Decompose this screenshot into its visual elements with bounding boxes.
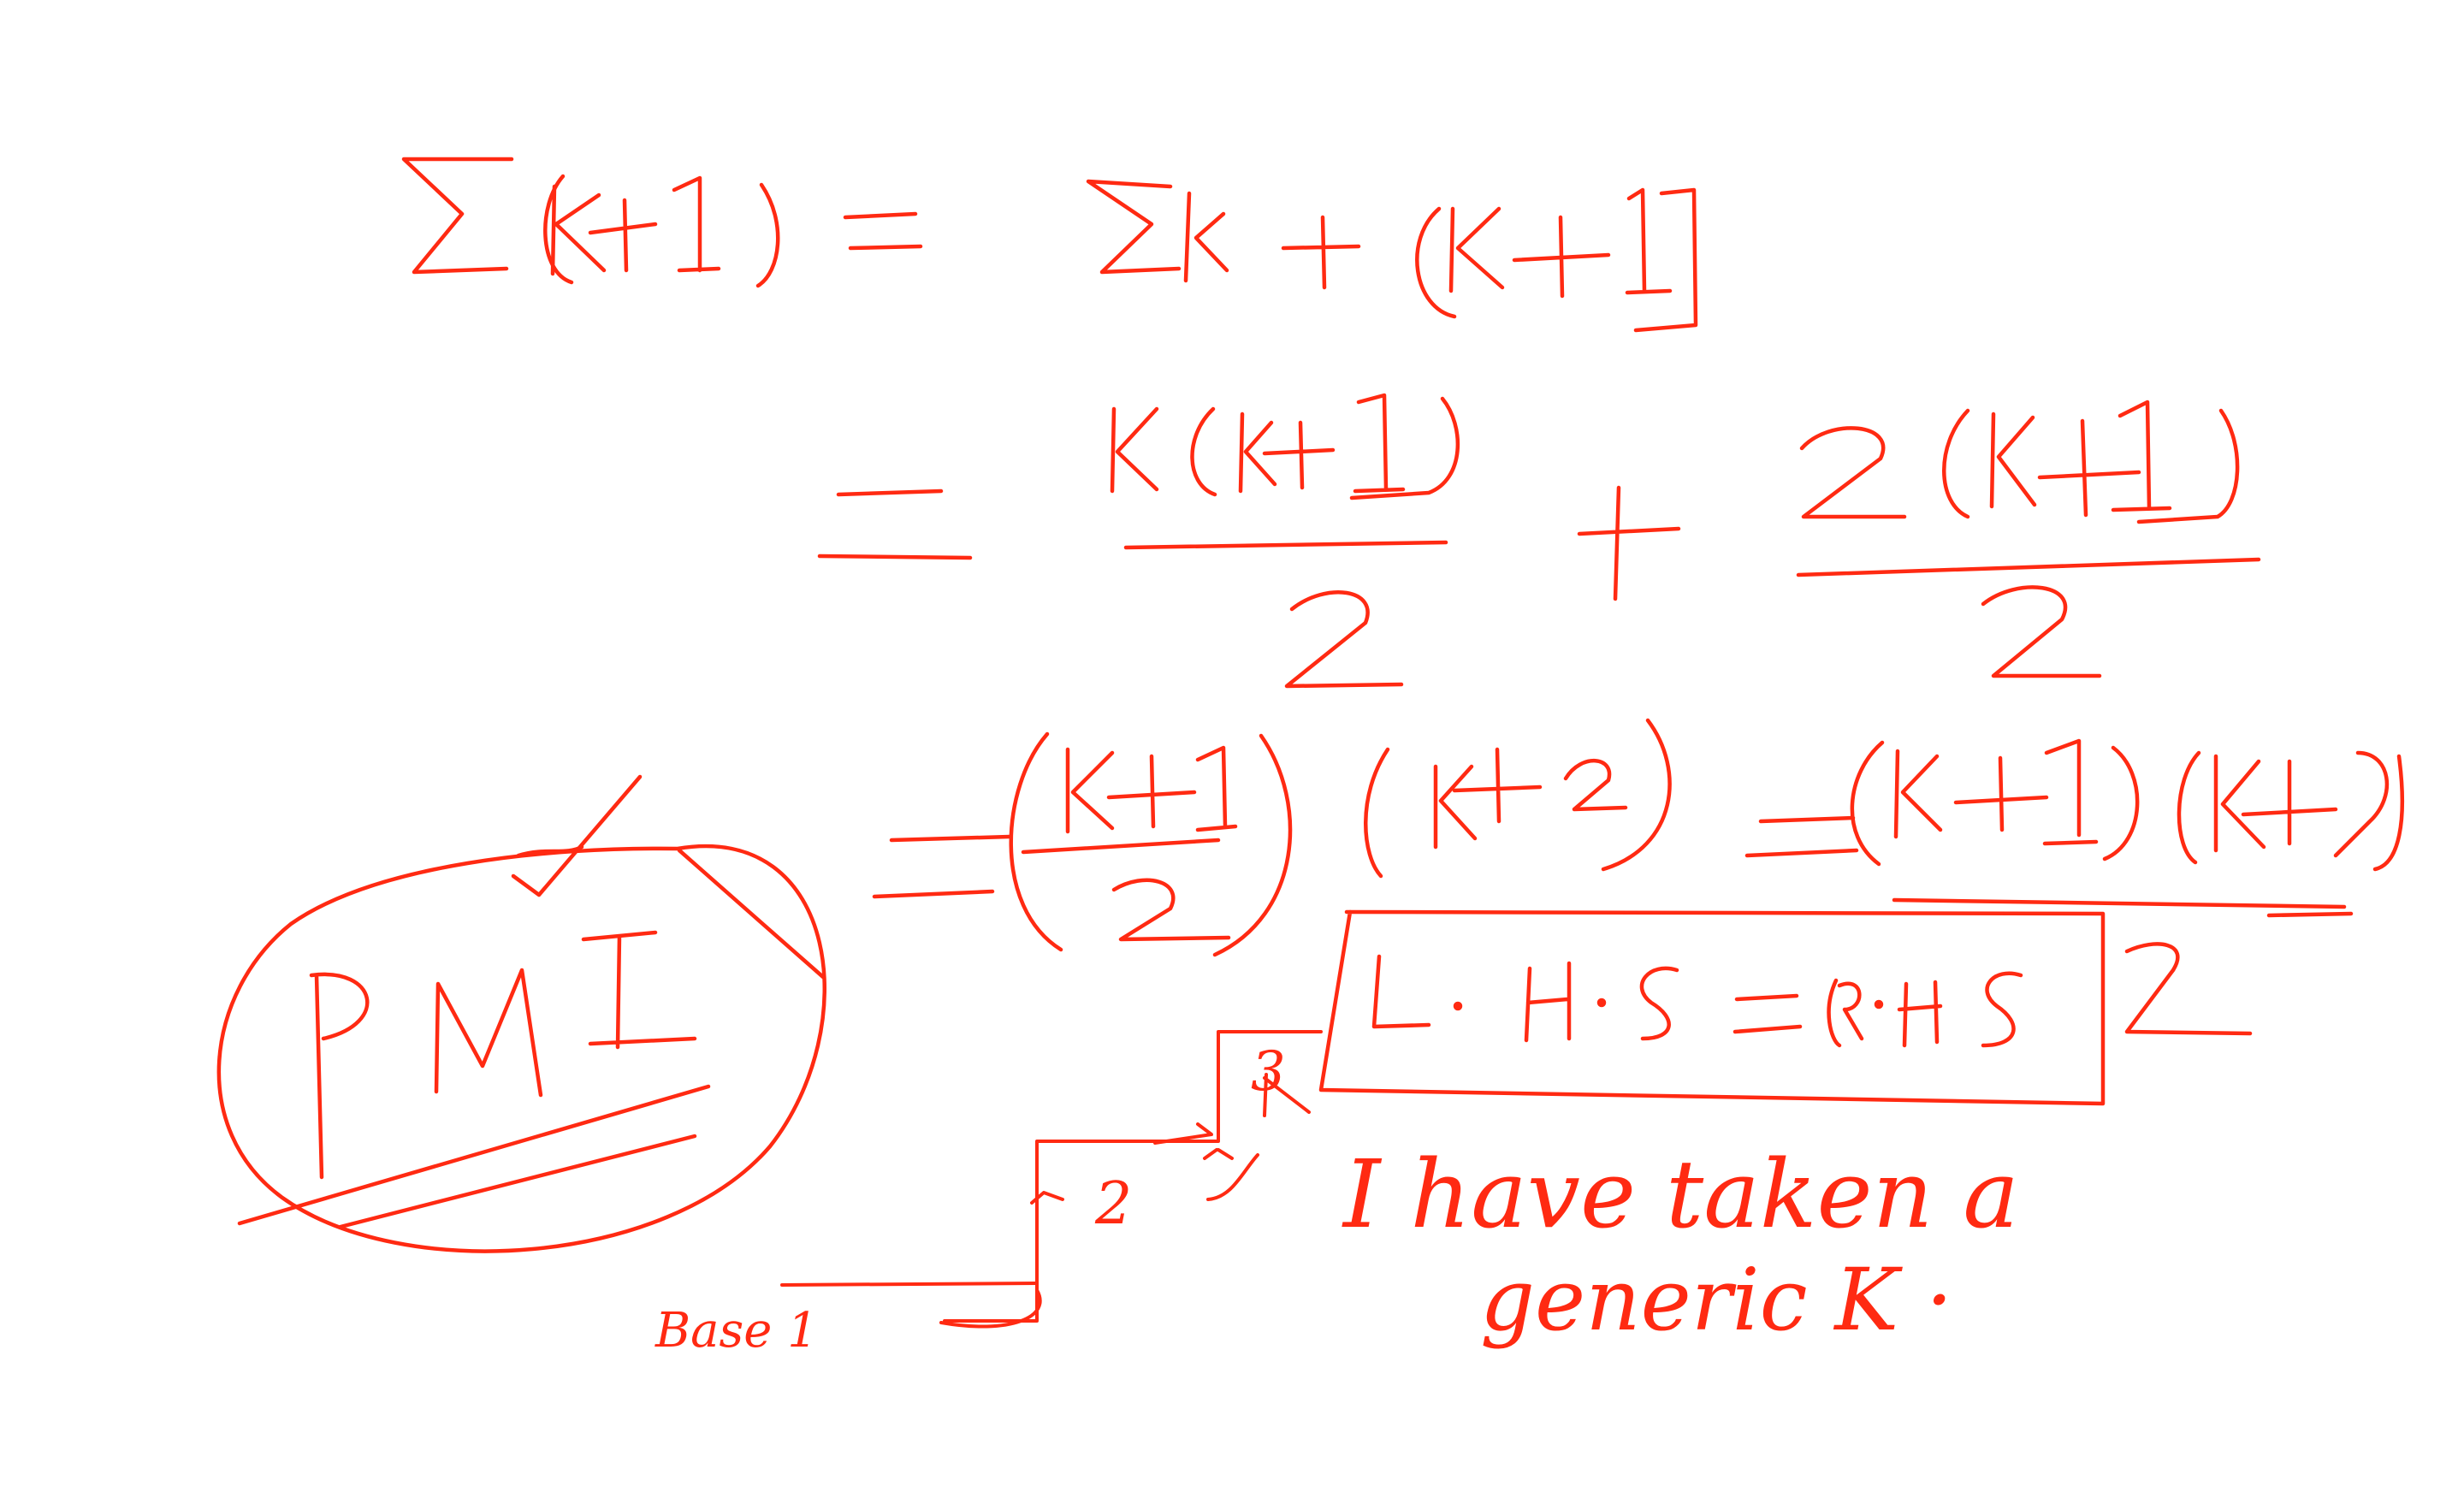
- note-line-1: I have taken a: [1343, 1140, 2019, 1249]
- step2-label: 2: [1095, 1170, 1133, 1238]
- handwritten-labels: [654, 1040, 2019, 1359]
- note-line-2: generic K ·: [1480, 1250, 1953, 1350]
- equation-line-1: [404, 159, 1696, 330]
- equation-line-2: [820, 395, 2259, 686]
- staircase-steps: [782, 1032, 1321, 1327]
- pmi-circle: [219, 777, 825, 1252]
- base-label: Base 1: [655, 1303, 818, 1359]
- lhs-rhs-box: [1321, 912, 2103, 1104]
- equation-line-3: [874, 720, 2402, 1033]
- step3-label: 3: [1251, 1040, 1286, 1104]
